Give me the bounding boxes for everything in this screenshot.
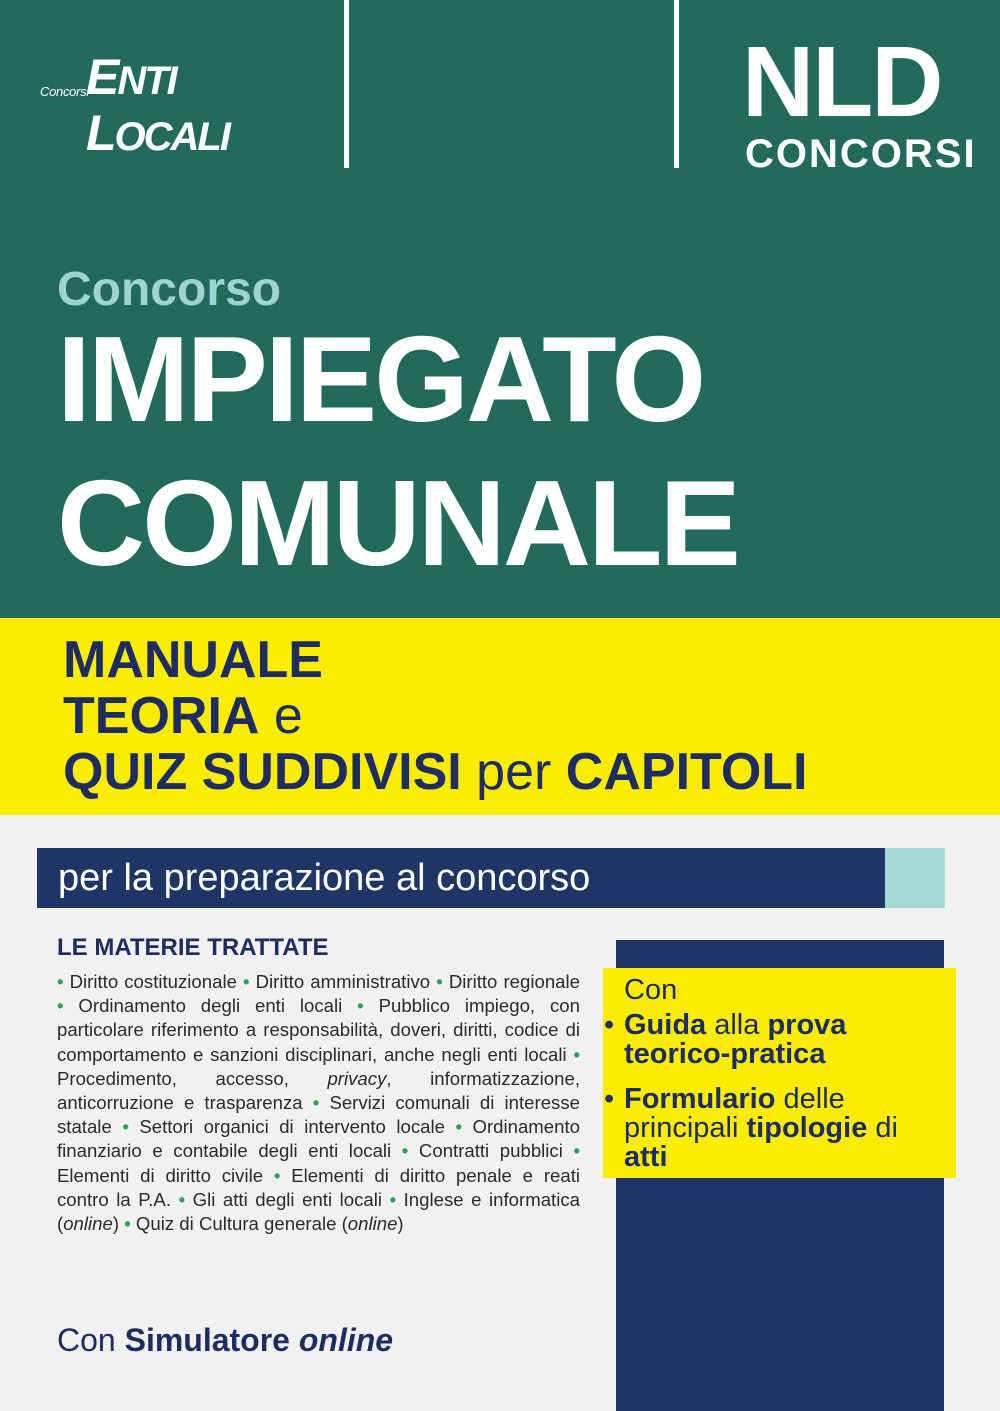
subject-bullet: • (57, 995, 79, 1017)
subject-item: Contratti pubblici (418, 1140, 563, 1162)
subject-item: Elementi di diritto civile (57, 1164, 264, 1186)
subject-item: Quiz di Cultura generale (online) (135, 1213, 404, 1235)
title-line-2: COMUNALE (57, 455, 738, 591)
subject-item: Ordinamento finanziario e contabile degli enti locali (57, 1116, 580, 1162)
subject-item: Diritto costituzionale (69, 971, 237, 992)
subject-bullet: • (389, 1188, 404, 1210)
subject-bullet: • (273, 1164, 292, 1186)
features-text (604, 974, 944, 1173)
subject-bullet: • (243, 971, 256, 992)
subject-item: Settori organici di intervento locale (139, 1116, 445, 1138)
subject-bullet: • (573, 1140, 580, 1162)
subtitle-line-3: QUIZ SUDDIVISI per CAPITOLI (63, 743, 808, 801)
feature-item: • Formulario delle principali tipologie di atti (604, 1083, 898, 1173)
subject-bullet: • (312, 1092, 330, 1114)
feature-item: • Guida alla prova teorico-pratica (604, 1009, 847, 1070)
subject-bullet: • (124, 1213, 136, 1235)
logo-line1: ENTI (86, 49, 176, 105)
features-intro: Con (624, 974, 678, 1006)
subject-item: Servizi comunali di interesse statale (57, 1092, 580, 1138)
subject-bullet: • (122, 1116, 140, 1138)
subject-item: Elementi di diritto penale e reati contro la P.A. (57, 1164, 580, 1210)
subject-item: Ordinamento degli enti locali (78, 995, 343, 1017)
subjects-heading: LE MATERIE TRATTATE (57, 934, 329, 961)
subject-item: Gli atti degli enti locali (192, 1188, 382, 1210)
subject-item: Inglese e informatica (online) (57, 1188, 580, 1235)
nld-logo-subtitle: CONCORSI (745, 132, 977, 176)
subject-bullet: • (436, 971, 449, 992)
subtitle-line-1: MANUALE (63, 631, 323, 689)
subject-item: Procedimento, accesso, privacy, informatizzazione, anticorruzione e trasparenza (57, 1067, 580, 1114)
subjects-list (57, 970, 580, 1236)
header-divider (344, 0, 349, 168)
subject-bullet: • (178, 1188, 193, 1210)
subject-bullet: • (455, 1116, 473, 1138)
banner-text: per la preparazione al concorso (58, 857, 591, 899)
title-line-1: IMPIEGATO (57, 311, 704, 447)
simulator-line: Con Simulatore online (57, 1322, 394, 1358)
subject-bullet: • (401, 1140, 419, 1162)
subject-item: Pubblico impiego, con particolare riferimento a responsabilità, doveri, diritti, codice di comportamento e sanzioni disciplinari, anche negli enti locali (57, 995, 580, 1065)
banner-accent (885, 848, 945, 908)
subject-item: Diritto amministrativo (255, 971, 431, 992)
subject-bullet: • (57, 971, 70, 992)
logo-line2: LOCALI (86, 105, 229, 161)
concorso-label: Concorso (57, 263, 282, 316)
subject-item: Diritto regionale (448, 971, 580, 992)
subject-bullet: • (573, 1043, 580, 1065)
nld-logo: NLD (742, 26, 942, 138)
subtitle-line-2: TEORIA e (63, 687, 303, 745)
header-divider (674, 0, 679, 168)
subject-bullet: • (357, 995, 379, 1017)
